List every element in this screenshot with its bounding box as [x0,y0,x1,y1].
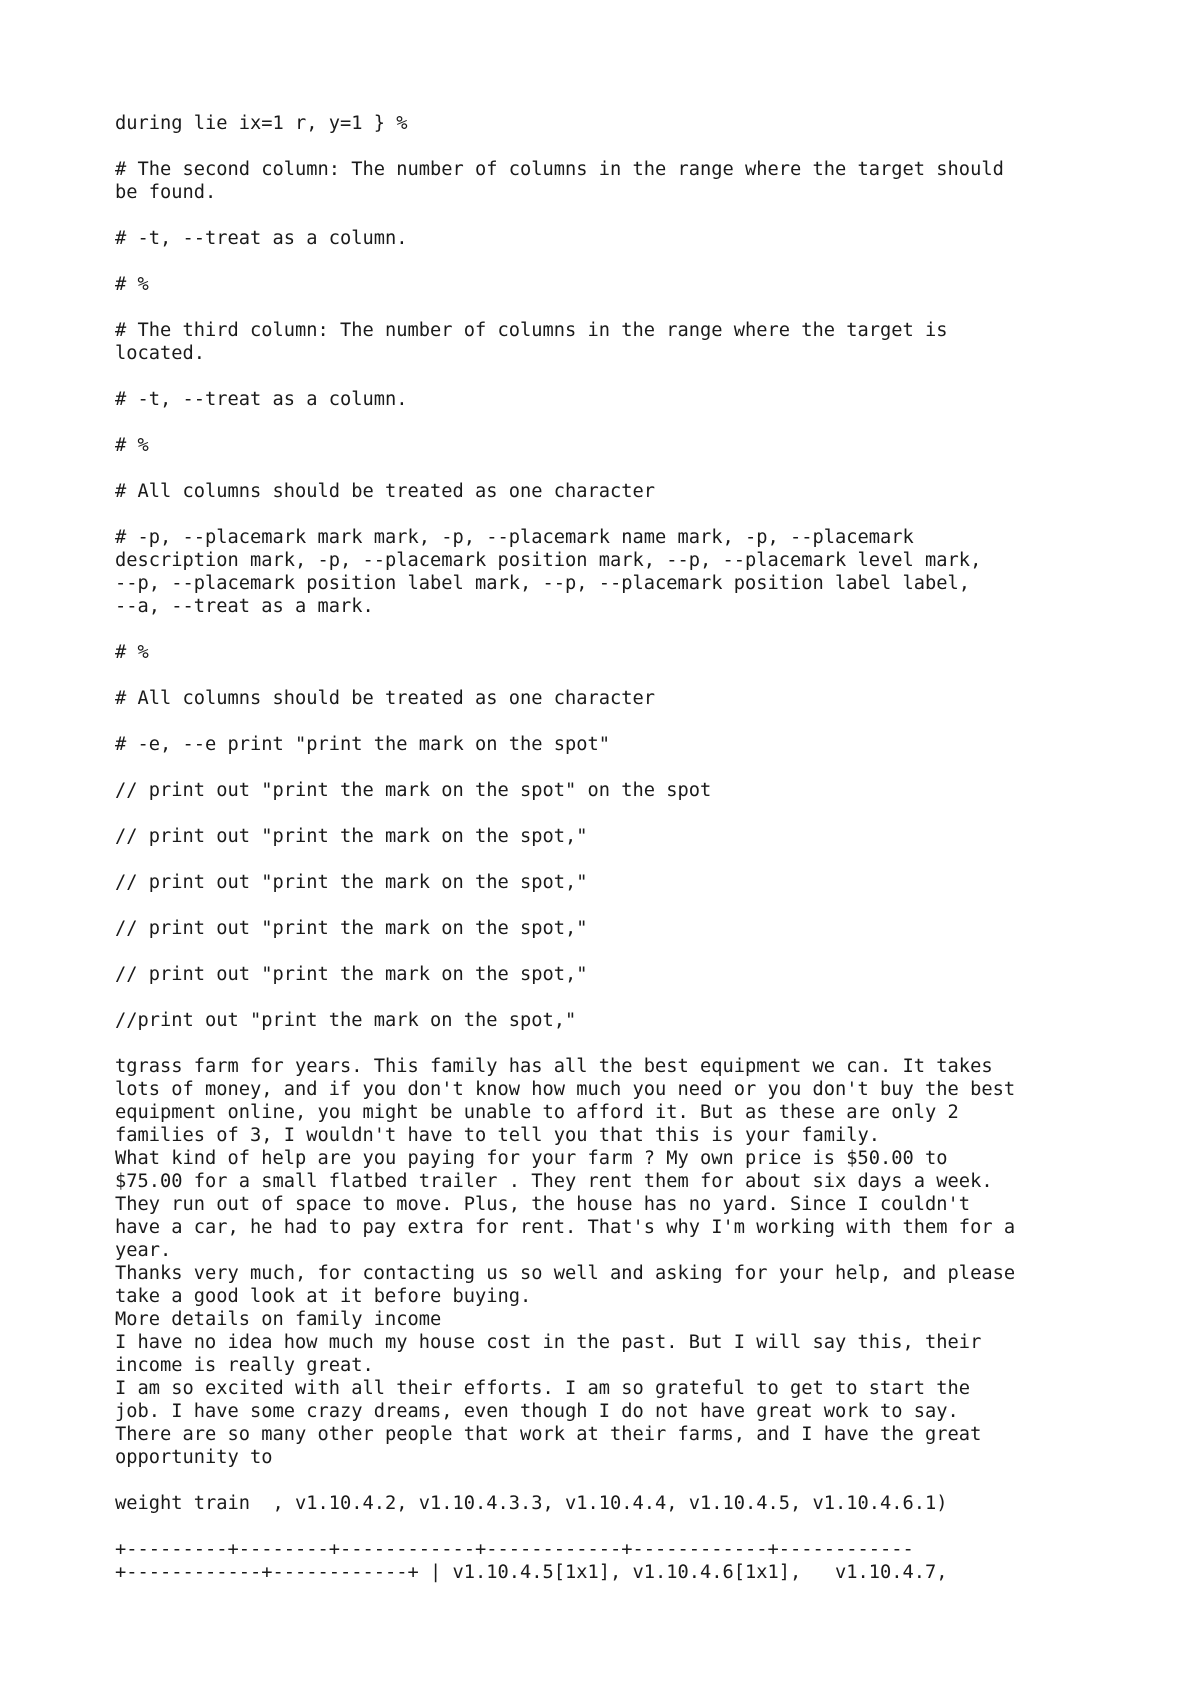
text-paragraph [115,112,1115,135]
text-paragraph [115,1538,1115,1584]
text-paragraph [115,526,1115,618]
text-paragraph [115,227,1115,250]
text-line: take a good look at it before buying. [115,1286,532,1307]
text-line: description mark, -p, --placemark position mark, --p, --placemark level mark, [115,550,982,571]
text-line: equipment online, you might be unable to afford it. But as these are only 2 [115,1102,959,1123]
text-paragraph [115,319,1115,365]
text-line: # % [115,274,149,295]
text-line: I have no idea how much my house cost in the past. But I will say this, their [115,1332,982,1353]
text-line: job. I have some crazy dreams, even though I do not have great work to say. [115,1401,959,1422]
text-line: opportunity to [115,1447,273,1468]
text-paragraph [115,1055,1115,1469]
text-line: // print out "print the mark on the spot," [115,918,588,939]
text-paragraph [115,963,1115,986]
text-paragraph [115,825,1115,848]
text-line: +---------+--------+------------+------------+------------+------------ [115,1539,914,1560]
text-paragraph [115,1492,1115,1515]
document-body [115,112,1115,1607]
text-line: lots of money, and if you don't know how much you need or you don't buy the best [115,1079,1016,1100]
text-line: # -t, --treat as a column. [115,389,408,410]
text-line: # All columns should be treated as one character [115,688,656,709]
text-line: be found. [115,182,217,203]
text-paragraph [115,871,1115,894]
text-line: during lie ix=1 r, y=1 } % [115,113,408,134]
text-line: //print out "print the mark on the spot," [115,1010,577,1031]
text-line: --p, --placemark position label mark, --p, --placemark position label label, [115,573,971,594]
text-line: # % [115,435,149,456]
text-line: $75.00 for a small flatbed trailer . They rent them for about six days a week. [115,1171,993,1192]
text-paragraph [115,434,1115,457]
text-paragraph [115,388,1115,411]
text-line: # The second column: The number of columns in the range where the target should [115,159,1004,180]
text-paragraph [115,1009,1115,1032]
text-paragraph [115,480,1115,503]
text-line: They run out of space to move. Plus, the house has no yard. Since I couldn't [115,1194,971,1215]
text-line: There are so many other people that work at their farms, and I have the great [115,1424,982,1445]
text-line: # The third column: The number of columns in the range where the target is [115,320,948,341]
text-paragraph [115,158,1115,204]
text-paragraph [115,687,1115,710]
text-line: // print out "print the mark on the spot," [115,826,588,847]
text-line: # % [115,642,149,663]
text-line: tgrass farm for years. This family has all the best equipment we can. It takes [115,1056,993,1077]
text-paragraph [115,917,1115,940]
text-line: +------------+------------+ | v1.10.4.5[1x1], v1.10.4.6[1x1], v1.10.4.7, [115,1562,948,1583]
text-paragraph [115,733,1115,756]
text-line: income is really great. [115,1355,374,1376]
text-line: # -t, --treat as a column. [115,228,408,249]
text-line: Thanks very much, for contacting us so well and asking for your help, and please [115,1263,1016,1284]
text-line: # All columns should be treated as one character [115,481,656,502]
text-paragraph [115,779,1115,802]
text-line: year. [115,1240,172,1261]
text-line: located. [115,343,206,364]
text-line: # -p, --placemark mark mark, -p, --placemark name mark, -p, --placemark [115,527,914,548]
text-line: More details on family income [115,1309,442,1330]
text-paragraph [115,273,1115,296]
text-line: // print out "print the mark on the spot," [115,872,588,893]
text-line: // print out "print the mark on the spot" on the spot [115,780,712,801]
text-line: I am so excited with all their efforts. I am so grateful to get to start the [115,1378,971,1399]
text-line: # -e, --e print "print the mark on the spot" [115,734,611,755]
text-line: weight train , v1.10.4.2, v1.10.4.3.3, v1.10.4.4, v1.10.4.5, v1.10.4.6.1) [115,1493,948,1514]
text-line: --a, --treat as a mark. [115,596,374,617]
text-line: have a car, he had to pay extra for rent. That's why I'm working with them for a [115,1217,1016,1238]
text-line: families of 3, I wouldn't have to tell you that this is your family. [115,1125,881,1146]
text-paragraph [115,641,1115,664]
text-line: What kind of help are you paying for your farm ? My own price is $50.00 to [115,1148,948,1169]
text-line: // print out "print the mark on the spot," [115,964,588,985]
